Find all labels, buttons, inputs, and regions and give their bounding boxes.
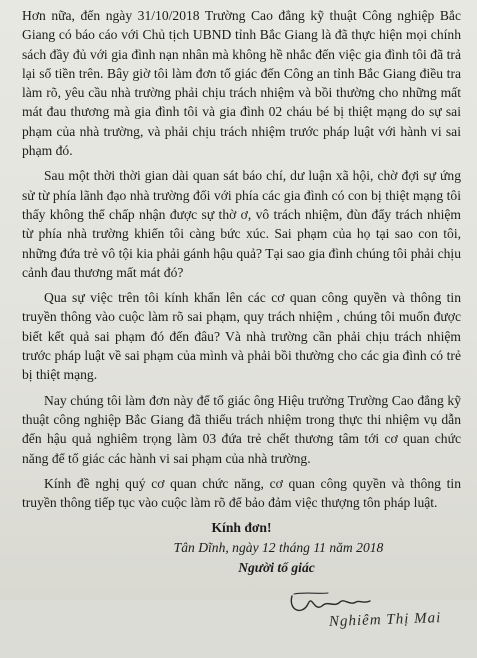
signer-role: Người tố giác — [238, 560, 315, 576]
paragraph-3: Qua sự việc trên tôi kính khẩn lên các cơ quan công quyền và thông tin truyền thông vào cuộc làm rõ sai phạm, quy trách nhiệm , chúng tôi muốn được biết kết quả sai phạm đó đến đâu? Và nhà trường cần phải chịu trách nhiệm trước pháp luật về sai phạm của mình và phải bồi thường cho các gia đình có trẻ bị thiệt mạng. — [22, 290, 461, 383]
signer-name: Nghiêm Thị Mai — [328, 610, 442, 631]
paragraph-4: Nay chúng tôi làm đơn này để tố giác ông Hiệu trưởng Trường Cao đẳng kỹ thuật công nghiệp Bắc Giang đã thiếu trách nhiệm trong thực thi nhiệm vụ dẫn đến hậu quả nghiêm trọng làm 03 đứa trẻ chết thương tâm tới cơ quan chức năng để tố giác các hành vi sai phạm của nhà trường. — [22, 392, 461, 466]
closing-greeting: Kính đơn! — [211, 520, 272, 536]
signature-block — [22, 578, 461, 658]
paragraph-5: Kính đề nghị quý cơ quan chức năng, cơ quan công quyền và thông tin truyền thông tiếp tục vào cuộc làm rõ để bảo đảm việc thượng tôn pháp luật. — [22, 475, 461, 511]
paragraph-2: Sau một thời thời gian dài quan sát báo chí, dư luận xã hội, chờ đợi sự ứng sử từ phía lãnh đạo nhà trường đối với phía các gia đình có con bị thiệt mạng tôi thấy không thể chấp nhận được sự thờ ơ, vô trách nhiệm, đùn đẩy trách nhiệm từ phía nhà trường khiến tôi càng bức xúc. Sai phạm của họ tại sao con tôi, những đứa trẻ vô tội kia phải gánh hậu quả? Tại sao gia đình chúng tôi phải chịu cảnh đau thương mất mát đó? — [22, 168, 461, 280]
place-date: Tân Dĩnh, ngày 12 tháng 11 năm 2018 — [173, 540, 384, 556]
paragraph-1: Hơn nữa, đến ngày 31/10/2018 Trường Cao đẳng kỹ thuật Công nghiệp Bắc Giang có báo cáo với Chủ tịch UBND tỉnh Bắc Giang là đã thực hiện mọi chính sách đầy đủ với gia đình nạn nhân mà không hề nhắc đến việc gia đình tôi đã trả lại số tiền trên. Bây giờ tôi làm đơn tố giác đến Công an tỉnh Bắc Giang điều tra làm rõ, yêu cầu nhà trường phải chịu trách nhiệm và bồi thường cho những mất mát đau thương mà gia đình tôi và gia đình 02 cháu bé bị thiệt mạng do sự sai phạm của nhà trường, và phải chịu trách nhiệm trước pháp luật với hành vi sai phạm đó. — [22, 8, 461, 159]
